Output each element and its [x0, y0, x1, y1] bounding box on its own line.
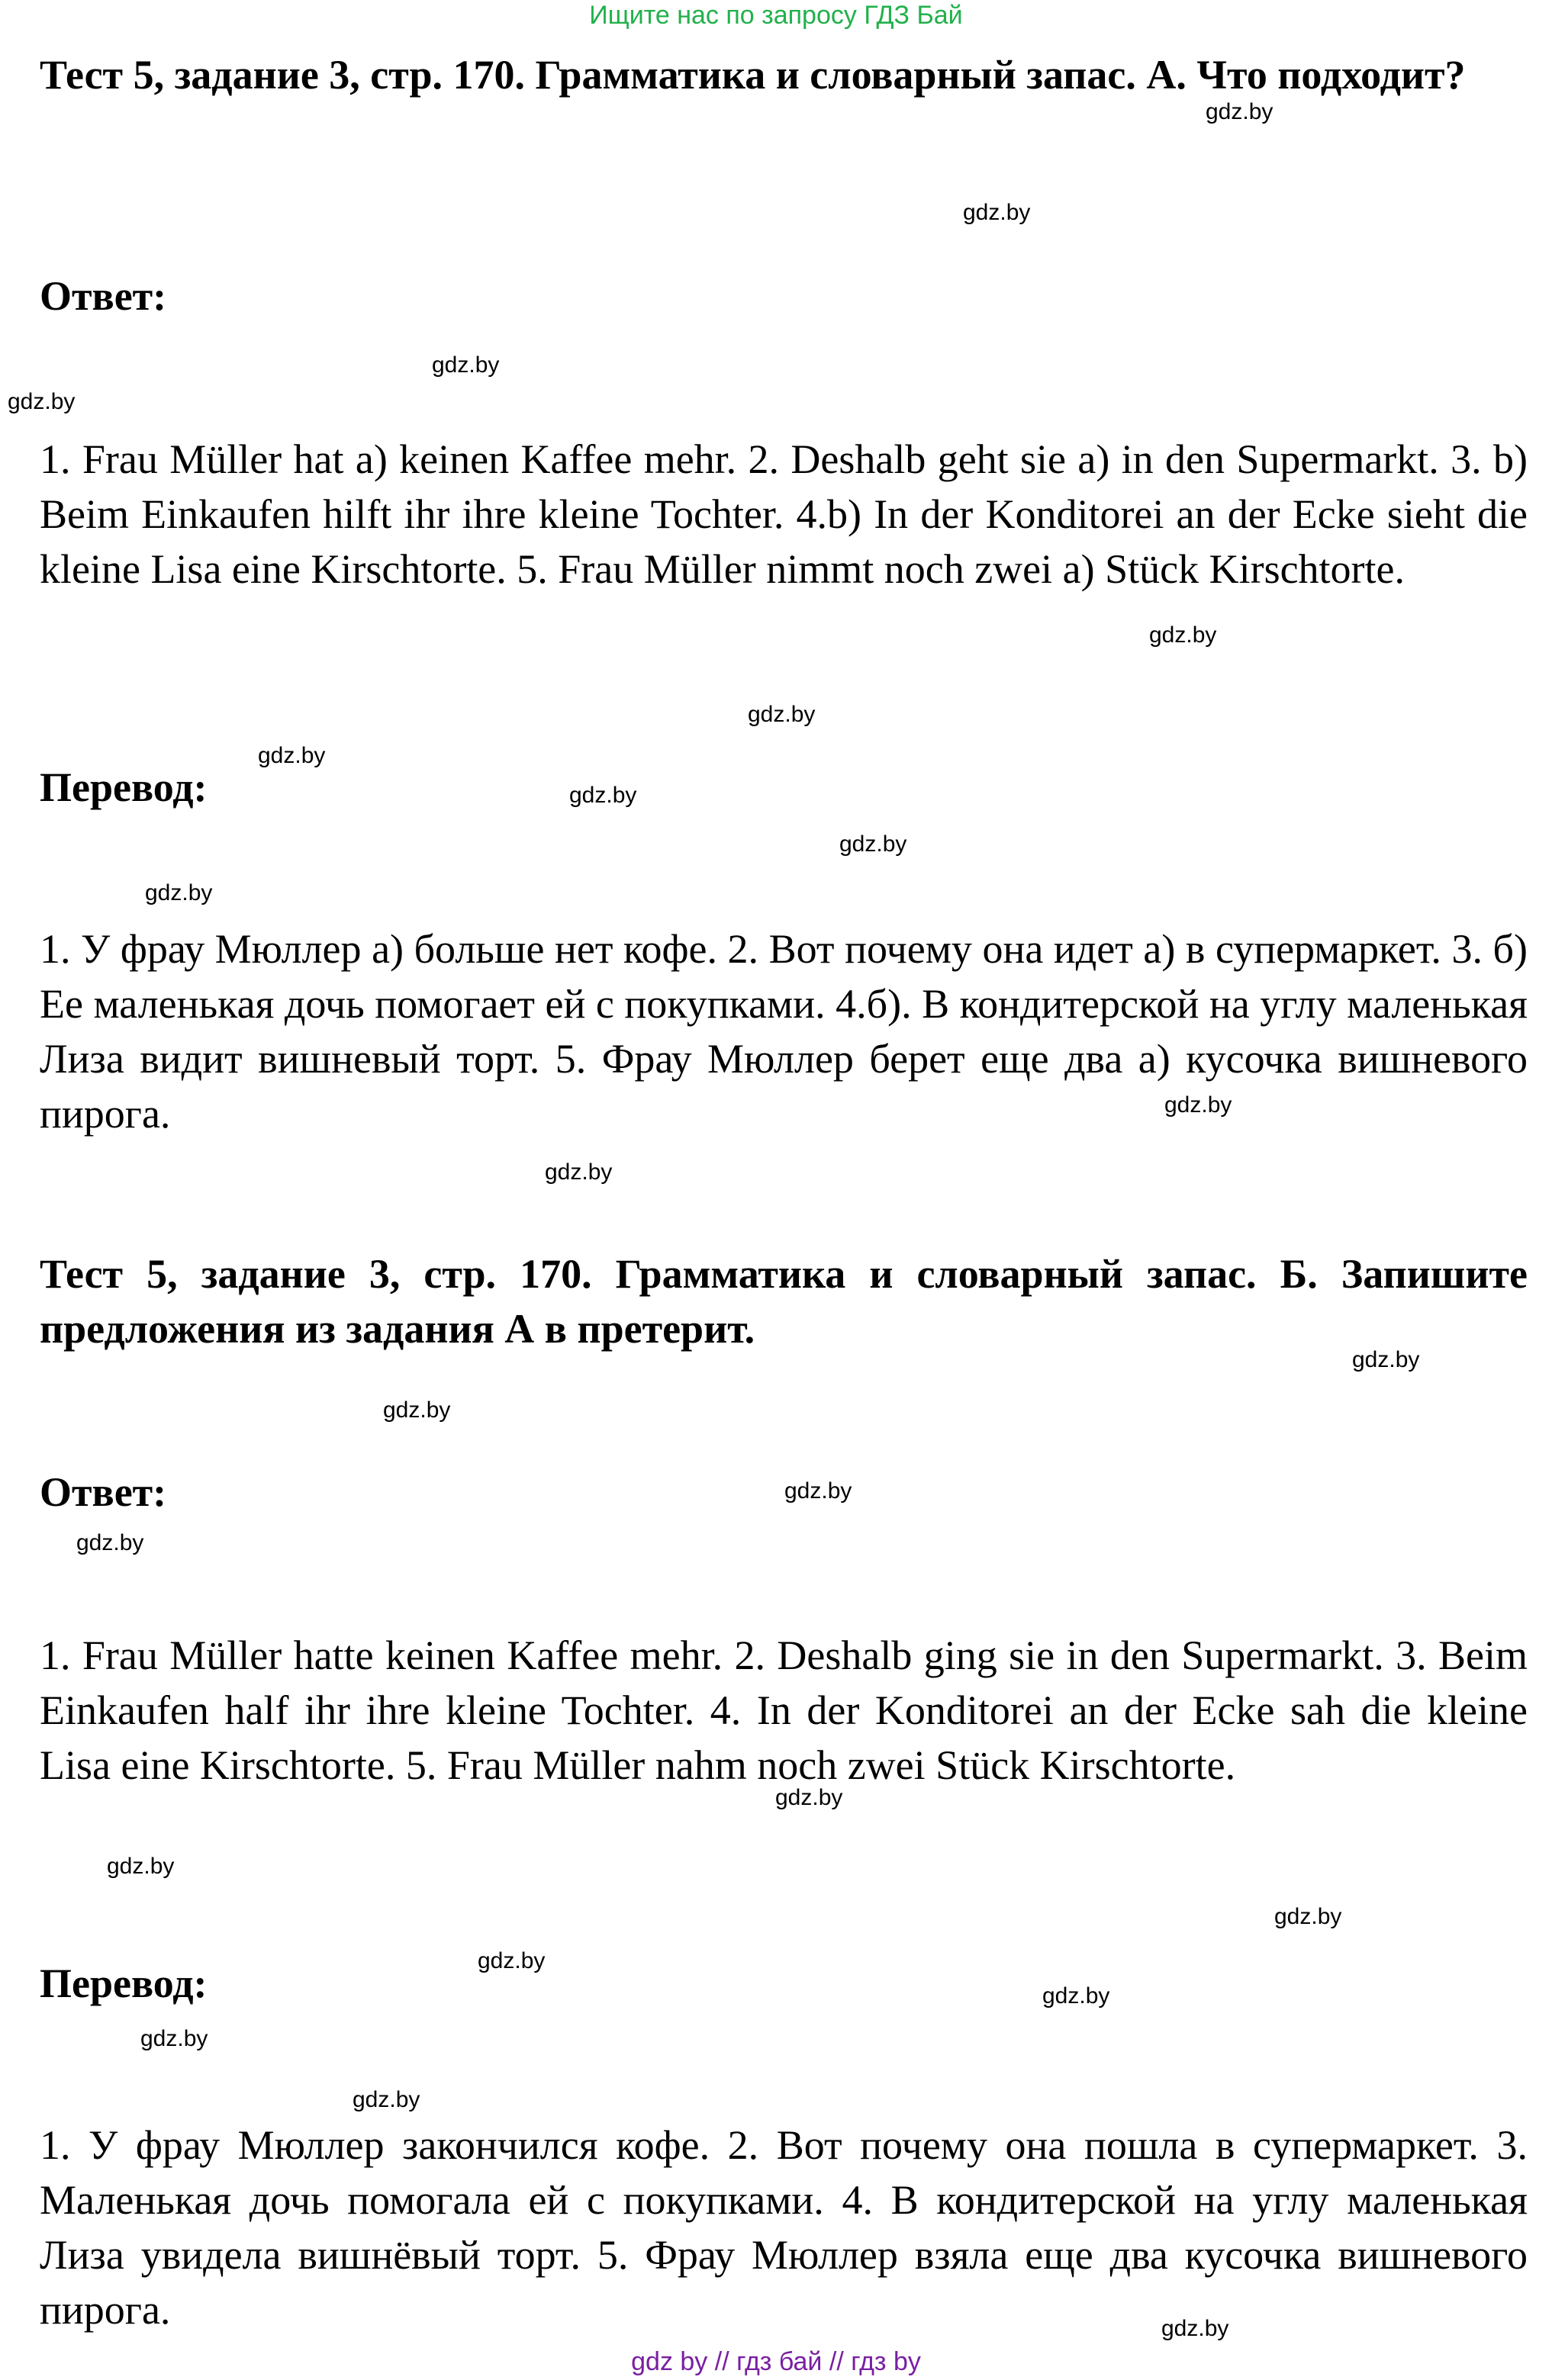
watermark: gdz.by	[1149, 622, 1217, 648]
watermark: gdz.by	[1274, 1904, 1342, 1929]
watermark: gdz.by	[383, 1397, 451, 1423]
watermark: gdz.by	[545, 1159, 613, 1185]
watermark: gdz.by	[76, 1530, 144, 1555]
section-2-heading: Тест 5, задание 3, стр. 170. Грамматика и словарный запас. Б. Запишите предложения из задания А в претерит.	[40, 1251, 1528, 1352]
section-1-translation-text: 1. У фрау Мюллер а) больше нет кофе. 2. Вот почему она идет а) в супермаркет. 3. б) Ее маленькая дочь помогает ей с покупками. 4.б). В кондитерской на углу маленькая Лиза видит вишневый торт. 5. Фрау Мюллер берет еще два а) кусочка вишневого пирога.	[40, 926, 1528, 1137]
watermark: gdz.by	[1161, 2316, 1229, 2341]
watermark: gdz.by	[140, 2026, 208, 2051]
watermark: gdz.by	[775, 1785, 843, 1810]
section-1-heading: Тест 5, задание 3, стр. 170. Грамматика и словарный запас. А. Что подходит?	[40, 52, 1466, 98]
section-1-translation-label: Перевод:	[40, 764, 208, 810]
watermark: gdz.by	[748, 702, 816, 727]
watermark: gdz.by	[145, 880, 213, 905]
watermark: gdz.by	[569, 783, 637, 808]
watermark: gdz.by	[478, 1948, 546, 1973]
watermark: gdz.by	[8, 389, 76, 414]
watermark: gdz.by	[107, 1854, 175, 1879]
section-2-translation-text: 1. У фрау Мюллер закончился кофе. 2. Вот почему она пошла в супермаркет. 3. Маленькая дочь помогала ей с покупками. 4. В кондитерской на углу маленькая Лиза увидела вишнёвый торт. 5. Фрау Мюллер взяла еще два кусочка вишневого пирога.	[40, 2122, 1528, 2333]
section-1-answer-label: Ответ:	[40, 273, 167, 319]
watermark: gdz.by	[353, 2087, 420, 2112]
header-banner[interactable]: Ищите нас по запросу ГДЗ Бай	[589, 1, 963, 30]
section-2-translation-label: Перевод:	[40, 1960, 208, 2006]
section-2-answer-text: 1. Frau Müller hatte keinen Kaffee mehr. 2. Deshalb ging sie in den Supermarkt. 3. Beim Einkaufen half ihr ihre kleine Tochter. 4. In der Konditorei an der Ecke sah die kleine Lisa eine Kirschtorte. 5. Frau Müller nahm noch zwei Stück Kirschtorte.	[40, 1632, 1528, 1788]
watermark: gdz.by	[258, 743, 326, 768]
watermark: gdz.by	[839, 831, 907, 857]
section-2-answer-label: Ответ:	[40, 1469, 167, 1515]
footer-banner[interactable]: gdz by // гдз бай // гдз by	[631, 2347, 921, 2376]
watermark: gdz.by	[1352, 1347, 1420, 1372]
watermark: gdz.by	[784, 1478, 852, 1504]
watermark: gdz.by	[1206, 99, 1273, 124]
watermark: gdz.by	[1164, 1092, 1232, 1118]
section-1-answer-text: 1. Frau Müller hat a) keinen Kaffee mehr. 2. Deshalb geht sie a) in den Supermarkt. 3. b) Beim Einkaufen hilft ihr ihre kleine Tochter. 4.b) In der Konditorei an der Ecke sieht die kleine Lisa eine Kirschtorte. 5. Frau Müller nimmt noch zwei a) Stück Kirschtorte.	[40, 436, 1528, 592]
watermark: gdz.by	[432, 352, 500, 378]
watermark: gdz.by	[1042, 1983, 1110, 2009]
watermark: gdz.by	[963, 200, 1031, 225]
